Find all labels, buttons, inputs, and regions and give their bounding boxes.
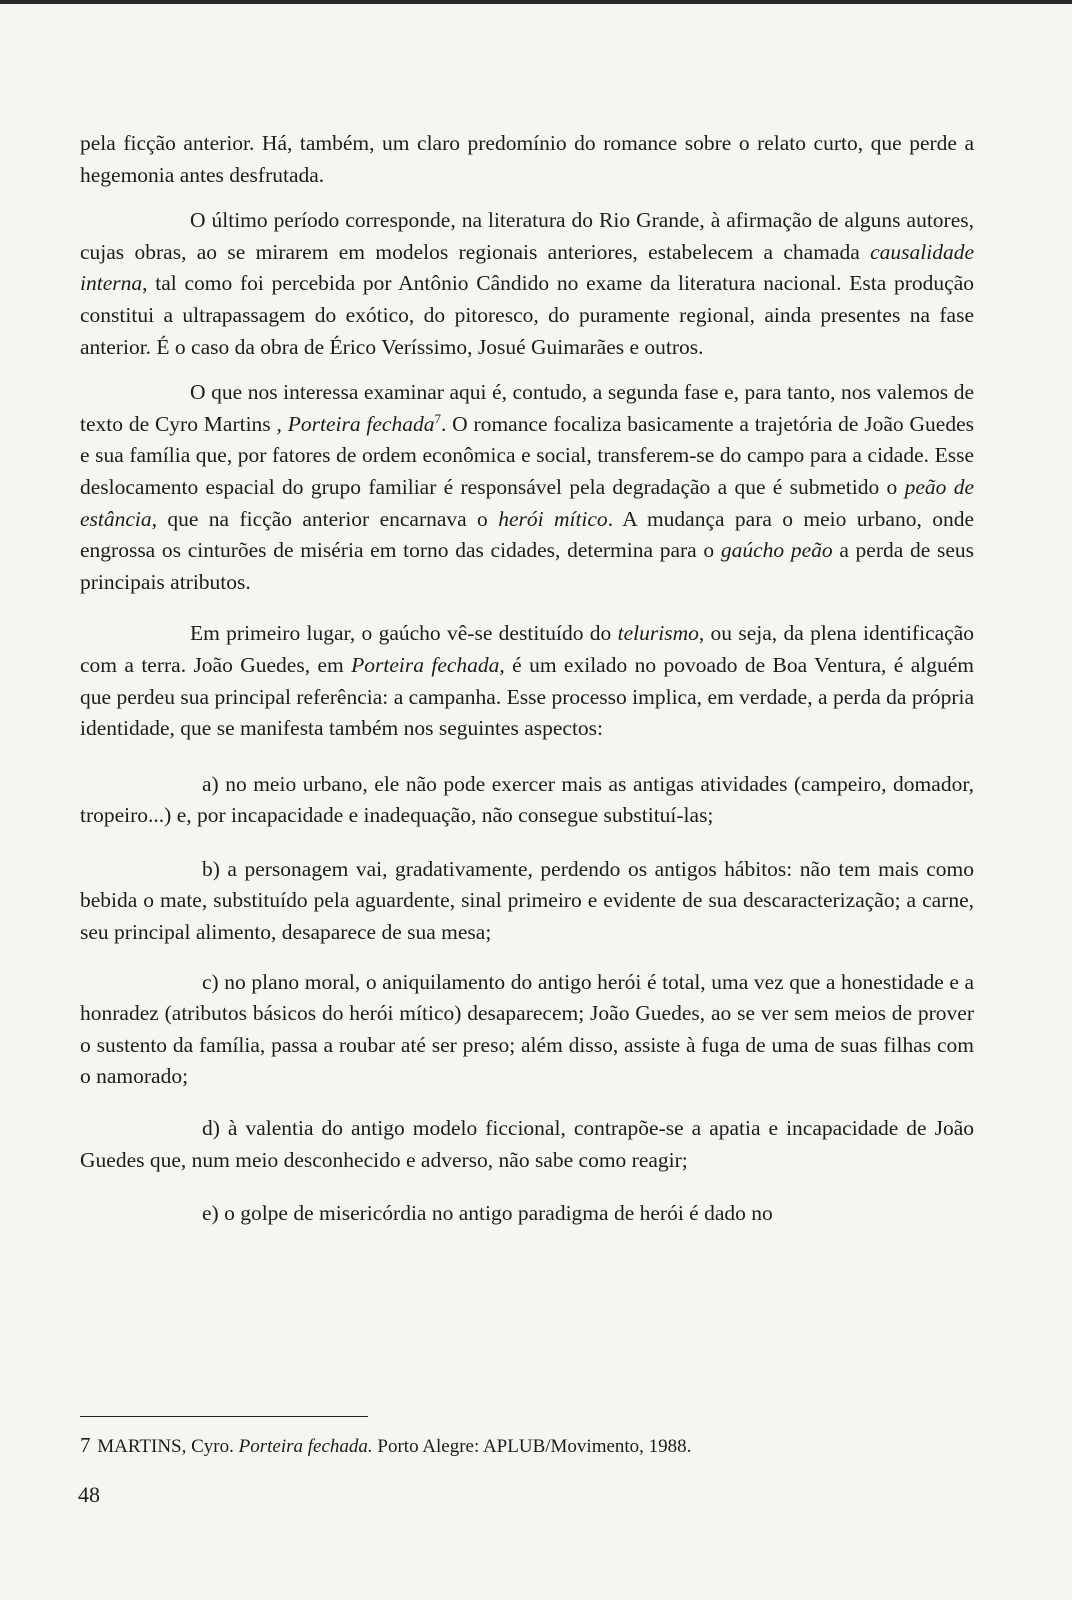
paragraph-3: O que nos interessa examinar aqui é, contudo, a segunda fase e, para tanto, nos valemos de texto de Cyro Martins , Porteira fechada$^7$. O romance focaliza basicamente a trajetória de João Guedes e sua família que, por fatores de ordem econômica e social, transferem-se do campo para a cidade. Esse deslocamento espacial do grupo familiar é responsável pela degradação a que é submetido o peão de estância, que na ficção anterior encarnava o herói mítico. A mudança para o meio urbano, onde engrossa os cinturões de miséria em torno das cidades, determina para o gaúcho peão a perda de seus principais atributos. <box>80 380 975 594</box>
list-item-d: d) à valentia do antigo modelo ficcional, contrapõe-se a apatia e incapacidade de João Guedes que, num meio desconhecido e adverso, não sabe como reagir; <box>80 1116 974 1172</box>
list-item-a: a) no meio urbano, ele não pode exercer mais as antigas atividades (campeiro, domador, tropeiro...) e, por incapacidade e inadequação, não consegue substituí-las; <box>80 771 974 828</box>
list-item-b: b) a personagem vai, gradativamente, perdendo os antigos hábitos: não tem mais como bebida o mate, substituído pela aguardente, sinal primeiro e evidente de sua descaracterização; a carne, seu principal alimento, desaparece de sua mesa; <box>80 856 974 945</box>
footnote-separator <box>80 1416 368 1417</box>
paragraph-2: O último período corresponde, na literatura do Rio Grande, à afirmação de alguns autores, cujas obras, ao se mirarem em modelos regionais anteriores, estabelecem a chamada causalidade interna, tal como foi percebida por Antônio Cândido no exame da literatura nacional. Esta produção constitui a ultrapassagem do exótico, do pitoresco, do puramente regional, ainda presentes na fase anterior. É o caso da obra de Érico Veríssimo, Josué Guimarães e outros. <box>80 208 974 359</box>
emphasis-causalidade-interna: causalidade interna <box>80 239 974 296</box>
emphasis-gaucho-peao: gaúcho peão <box>720 538 833 563</box>
footnote: 7 MARTINS, Cyro. Porteira fechada. Porto Alegre: APLUB/Movimento, 1988. <box>80 1433 692 1457</box>
emphasis-peao-de-estancia: peão de estância <box>80 474 974 531</box>
emphasis-heroi-mitico: herói mítico <box>498 506 608 531</box>
emphasis-porteira-fechada: Porteira fechada <box>287 411 435 436</box>
page-number: 48 <box>78 1482 100 1507</box>
scan-top-edge <box>0 0 1072 4</box>
footnote-title: Porteira fechada. <box>238 1436 373 1457</box>
page-body <box>80 128 974 1230</box>
list-item-c: c) no plano moral, o aniquilamento do antigo herói é total, uma vez que a honestidade e a honradez (atributos básicos do herói mítico) desaparecem; João Guedes, ao se ver sem meios de prover o sustento da família, passa a roubar até ser preso; além disso, assiste à fuga de uma de suas filhas com o namorado; <box>80 969 974 1089</box>
list-item-e: e) o golpe de misericórdia no antigo paradigma de herói é dado no <box>202 1201 773 1226</box>
footnote-reference[interactable]: 7 <box>434 410 441 426</box>
paragraph-4: Em primeiro lugar, o gaúcho vê-se destituído do telurismo, ou seja, da plena identificação com a terra. João Guedes, em Porteira fechada, é um exilado no povoado de Boa Ventura, é alguém que perdeu sua principal referência: a campanha. Esse processo implica, em verdade, a perda da própria identidade, que se manifesta também nos seguintes aspectos: <box>80 621 974 741</box>
emphasis-porteira-fechada-2: Porteira fechada <box>351 652 500 677</box>
paragraph-1: pela ficção anterior. Há, também, um claro predomínio do romance sobre o relato curto, que perde a hegemonia antes desfrutada. <box>80 131 974 187</box>
footnote-number: 7 <box>80 1433 91 1457</box>
emphasis-telurismo: telurismo <box>617 621 699 646</box>
